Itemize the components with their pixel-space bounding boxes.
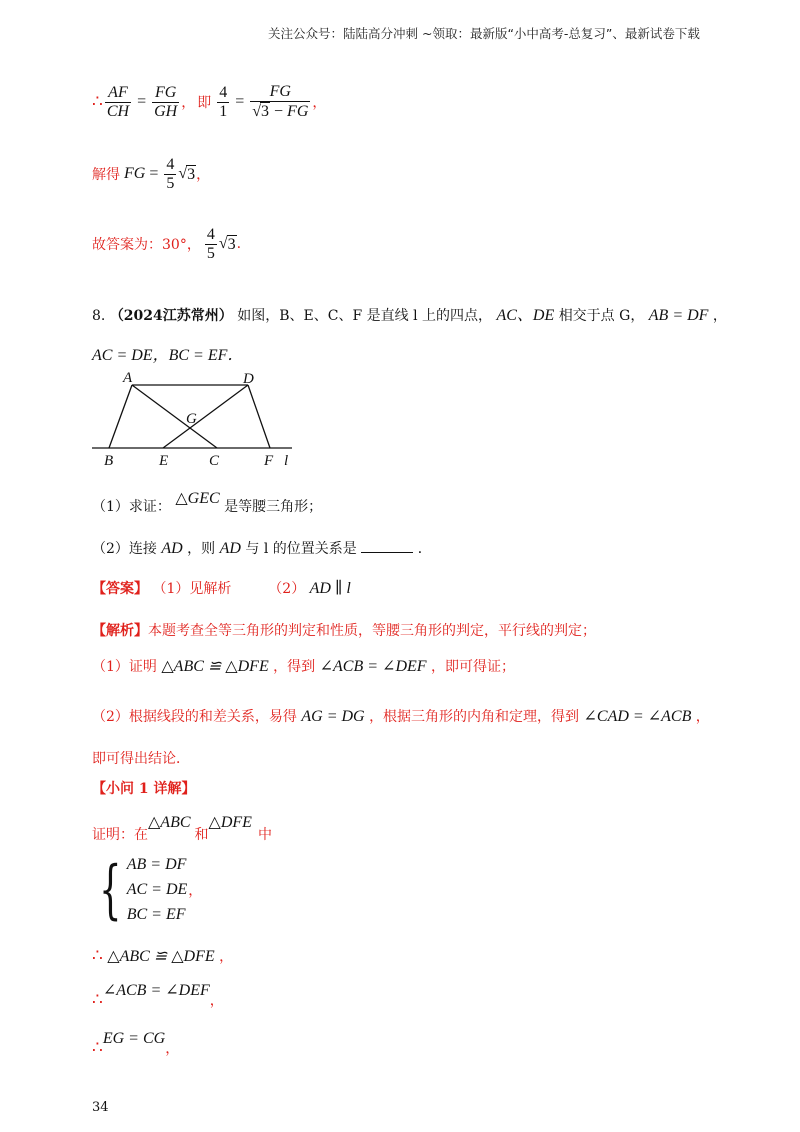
a2-math2: ∠CAD = ∠ACB xyxy=(583,708,692,725)
a2-prefix: （2）根据线段的和差关系，易得 xyxy=(92,709,297,725)
system-comma: ， xyxy=(188,882,203,899)
sub1-tag: 【小问 1 详解】 xyxy=(92,781,196,797)
q2-suffix: 与 l 的位置关系是 xyxy=(245,541,357,557)
page-header: 关注公众号：陆陆高分冲刺 ~领取：最新版“小中高考-总复习”、最新试卷下载 xyxy=(268,26,700,41)
problem-stem-line2: AC = DE，BC = EF． xyxy=(92,347,244,364)
q2-prefix: （2）连接 xyxy=(92,541,157,557)
analysis-tag: 【解析】 xyxy=(92,623,148,639)
conclusion-1 xyxy=(92,946,233,966)
problem-stem-line1 xyxy=(92,302,727,325)
analysis-text: 本题考查全等三角形的判定和性质，等腰三角形的判定，平行线的判定； xyxy=(148,623,596,639)
answer-text: （1）见解析 xyxy=(152,581,232,597)
system-row: BC = EF xyxy=(126,906,186,923)
jiede-label: 解得 xyxy=(92,167,120,183)
a1-mid: ，得到 xyxy=(273,659,316,675)
solve-line xyxy=(92,152,210,196)
comma: ， xyxy=(219,949,234,965)
segment-de xyxy=(163,385,248,448)
answer-prefix: 故答案为：30°， xyxy=(92,237,201,253)
proof-and: 和 xyxy=(194,827,209,843)
ratio-line xyxy=(92,80,326,124)
stem-ac-de: AC、DE xyxy=(496,307,555,324)
therefore-symbol: ∴ xyxy=(92,1038,103,1058)
conclusion-3 xyxy=(92,1024,179,1058)
label-e: E xyxy=(159,453,169,469)
problem-source: （2024江苏常州） xyxy=(109,308,233,324)
comma: ， xyxy=(181,95,196,111)
conclusion-2 xyxy=(92,976,224,1010)
a1-prefix: （1）证明 xyxy=(92,659,157,675)
segment-df xyxy=(248,385,270,448)
answer2-prefix: （2） xyxy=(268,581,306,597)
answer-tag: 【答案】 xyxy=(92,581,148,597)
therefore-symbol: ∴ xyxy=(92,946,103,966)
analysis-line xyxy=(92,620,596,640)
segment-ab xyxy=(109,385,132,448)
question-2 xyxy=(92,538,432,558)
answer2-math: AD ∥ l xyxy=(309,580,351,597)
analysis-step-1 xyxy=(92,656,515,676)
problem-number: 8. xyxy=(92,308,106,324)
system-rows xyxy=(127,852,188,927)
a2-suffix: ， xyxy=(695,709,710,725)
q1-suffix: 是等腰三角形； xyxy=(224,499,323,515)
segment-result: EG = CG xyxy=(102,1030,166,1047)
q2-mid: ，则 xyxy=(187,541,216,557)
a2-mid: ，根据三角形的内角和定理，得到 xyxy=(369,709,580,725)
label-d: D xyxy=(243,371,254,387)
label-g: G xyxy=(186,411,197,427)
label-a: A xyxy=(123,370,133,386)
substituted-equation: $\frac{4}{1}$ = $\frac{FG}{√3 - FG}$ xyxy=(219,83,309,120)
a1-math: △ABC ≌ △DFE xyxy=(161,658,269,675)
therefore-symbol: ∴ xyxy=(92,92,103,112)
q2-ad: AD xyxy=(219,540,241,557)
period: . xyxy=(236,236,242,252)
therefore-symbol: ∴ xyxy=(92,990,103,1010)
stem-text: 如图，B、E、C、F 是直线 l 上的四点， xyxy=(237,308,492,324)
proof-intro xyxy=(92,808,272,844)
stem-text: 相交于点 G， xyxy=(558,308,645,324)
q2-ad: AD xyxy=(161,540,183,557)
proof-prefix: 证明：在 xyxy=(92,827,148,843)
comma: ， xyxy=(196,167,211,183)
question-1 xyxy=(92,490,323,516)
a1-math2: ∠ACB = ∠DEF xyxy=(319,658,427,675)
equation-system xyxy=(90,852,202,927)
a1-suffix: ，即可得证； xyxy=(431,659,516,675)
system-row: AB = DF xyxy=(126,856,187,873)
stem-ab-df: AB = DF xyxy=(648,307,709,324)
system-row: AC = DE xyxy=(126,881,188,898)
label-c: C xyxy=(209,453,220,469)
proof-triangle-2: △DFE xyxy=(208,814,252,831)
q1-prefix: （1）求证： xyxy=(92,499,171,515)
answer-section xyxy=(92,578,351,598)
comma: ， xyxy=(312,95,327,111)
analysis-step-2-cont: 即可得出结论． xyxy=(92,751,190,767)
a2-math: AG = DG xyxy=(301,708,365,725)
segment-ac xyxy=(132,385,217,448)
label-b: B xyxy=(104,453,114,469)
geometry-figure xyxy=(88,366,308,470)
ratio-equation: $\frac{AF}{CH}$ = $\frac{FG}{GH}$ xyxy=(106,83,178,120)
fg-result: FG = $\frac{4}{5}$ √ 3 xyxy=(124,155,196,192)
q1-triangle: △GEC xyxy=(175,490,220,507)
proof-triangle-1: △ABC xyxy=(148,814,191,831)
answer-line xyxy=(92,222,241,266)
analysis-step-2 xyxy=(92,706,710,726)
ji-label: 即 xyxy=(197,95,212,111)
answer-blank xyxy=(361,552,413,553)
angle-result: ∠ACB = ∠DEF xyxy=(102,982,210,999)
congruence-result: △ABC ≌ △DFE xyxy=(107,948,215,965)
comma: ， xyxy=(165,1041,180,1057)
proof-zhong: 中 xyxy=(257,827,272,843)
answer-value: $\frac{4}{5}$ √ 3 xyxy=(206,225,236,262)
label-f: F xyxy=(264,453,274,469)
q2-end: ． xyxy=(417,541,432,557)
left-brace: { xyxy=(99,852,122,927)
comma: ， xyxy=(209,993,224,1009)
page-number: 34 xyxy=(92,1100,109,1115)
label-l: l xyxy=(284,453,289,469)
stem-comma: ， xyxy=(712,308,727,324)
